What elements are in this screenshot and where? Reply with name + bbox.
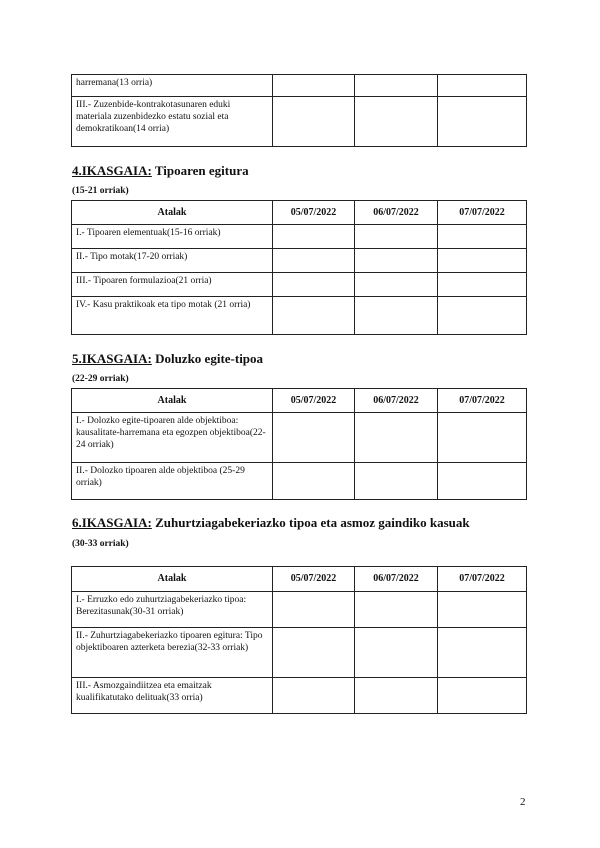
section-4-pages: (15-21 orriak): [72, 186, 129, 196]
section-label: 5.IKASGAIA:: [72, 351, 152, 366]
table-row: [72, 297, 527, 335]
table-row: [72, 225, 527, 249]
table-row: [72, 75, 527, 97]
date-cell: [355, 297, 438, 335]
table-row: [72, 97, 527, 147]
date-cell: [273, 225, 355, 249]
topic-cell: III.- Asmozgaindiitzea eta emaitzak kualifikatutako delituak(33 orria): [72, 678, 273, 714]
page-number: 2: [520, 796, 526, 808]
date-cell: [355, 225, 438, 249]
date-cell: [355, 97, 438, 147]
section-4-heading: [72, 163, 249, 179]
date-cell: [438, 463, 527, 500]
date-cell: [355, 678, 438, 714]
section-6-heading: [72, 515, 470, 531]
date-cell: [355, 592, 438, 628]
date-cell: [273, 592, 355, 628]
table-row: [72, 463, 527, 500]
date-cell: [355, 463, 438, 500]
table-header-row: [72, 201, 527, 225]
column-header: 06/07/2022: [355, 201, 438, 225]
date-cell: [438, 75, 527, 97]
date-cell: [273, 413, 355, 463]
topic-cell: harremana(13 orria): [72, 75, 273, 97]
topic-cell: II.- Zuhurtziagabekeriazko tipoaren egitura: Tipo objektiboaren azterketa berezia(32-33 orriak): [72, 628, 273, 678]
date-cell: [273, 273, 355, 297]
column-header: 07/07/2022: [438, 201, 527, 225]
table-row: [72, 592, 527, 628]
date-cell: [438, 273, 527, 297]
date-cell: [355, 249, 438, 273]
table-section-6: [71, 566, 527, 714]
column-header: Atalak: [72, 389, 273, 413]
column-header: 07/07/2022: [438, 389, 527, 413]
section-label: 6.IKASGAIA:: [72, 515, 152, 530]
section-label: 4.IKASGAIA:: [72, 163, 152, 178]
topic-cell: II.- Tipo motak(17-20 orriak): [72, 249, 273, 273]
column-header: 05/07/2022: [273, 567, 355, 592]
column-header: Atalak: [72, 567, 273, 592]
column-header: 07/07/2022: [438, 567, 527, 592]
table-row: [72, 628, 527, 678]
column-header: 06/07/2022: [355, 567, 438, 592]
table-section-4: [71, 200, 527, 335]
topic-cell: II.- Dolozko tipoaren alde objektiboa (25-29 orriak): [72, 463, 273, 500]
column-header: 05/07/2022: [273, 389, 355, 413]
table-row: [72, 678, 527, 714]
date-cell: [355, 75, 438, 97]
topic-cell: III.- Zuzenbide-kontrakotasunaren eduki materiala zuzenbidezko estatu sozial eta demokratikoan(14 orria): [72, 97, 273, 147]
date-cell: [355, 273, 438, 297]
table-row: [72, 249, 527, 273]
section-title: Tipoaren egitura: [154, 163, 249, 178]
table-row: [72, 413, 527, 463]
date-cell: [438, 225, 527, 249]
section-6-pages: (30-33 orriak): [72, 539, 129, 549]
date-cell: [273, 297, 355, 335]
topic-cell: III.- Tipoaren formulazioa(21 orria): [72, 273, 273, 297]
date-cell: [438, 413, 527, 463]
topic-cell: I.- Erruzko edo zuhurtziagabekeriazko tipoa: Berezitasunak(30-31 orriak): [72, 592, 273, 628]
date-cell: [438, 628, 527, 678]
date-cell: [355, 413, 438, 463]
table-row: [72, 273, 527, 297]
section-title: Doluzko egite-tipoa: [155, 351, 264, 366]
section-5-pages: (22-29 orriak): [72, 374, 129, 384]
date-cell: [273, 678, 355, 714]
column-header: 05/07/2022: [273, 201, 355, 225]
table-continuation: [71, 74, 527, 147]
date-cell: [438, 249, 527, 273]
section-5-heading: [72, 351, 263, 367]
topic-cell: IV.- Kasu praktikoak eta tipo motak (21 orria): [72, 297, 273, 335]
date-cell: [438, 678, 527, 714]
topic-cell: I.- Tipoaren elementuak(15-16 orriak): [72, 225, 273, 249]
date-cell: [438, 97, 527, 147]
date-cell: [273, 97, 355, 147]
date-cell: [273, 75, 355, 97]
table-section-5: [71, 388, 527, 500]
date-cell: [438, 297, 527, 335]
date-cell: [273, 249, 355, 273]
date-cell: [438, 592, 527, 628]
topic-cell: I.- Dolozko egite-tipoaren alde objektiboa: kausalitate-harremana eta egozpen objektiboa(22-24 orriak): [72, 413, 273, 463]
column-header: Atalak: [72, 201, 273, 225]
column-header: 06/07/2022: [355, 389, 438, 413]
table-header-row: [72, 389, 527, 413]
table-header-row: [72, 567, 527, 592]
date-cell: [273, 463, 355, 500]
date-cell: [355, 628, 438, 678]
section-title: Zuhurtziagabekeriazko tipoa eta asmoz gaindiko kasuak: [155, 515, 470, 530]
date-cell: [273, 628, 355, 678]
